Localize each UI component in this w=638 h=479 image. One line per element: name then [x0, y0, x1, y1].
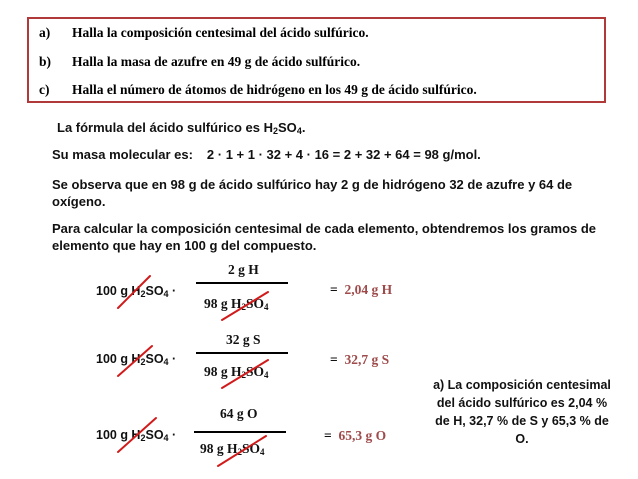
- question-text: Halla el número de átomos de hidrógeno en los 49 g de ácido sulfúrico.: [72, 82, 477, 97]
- formula-sub: 4: [296, 126, 302, 136]
- calc-result: = 2,04 g H: [330, 282, 393, 297]
- calc-left-factor: 100 g $H_2SO_4$ ·: [96, 352, 177, 367]
- formula-mid: SO: [278, 120, 297, 135]
- formula-sub: 2: [273, 126, 279, 136]
- method-paragraph: Para calcular la composición centesimal de cada elemento, obtendremos los gramos de elemento que hay en 100 g del compuesto.: [52, 221, 597, 253]
- fraction-bar: [194, 431, 286, 433]
- question-text: Halla la composición centesimal del ácido sulfúrico.: [72, 25, 369, 40]
- fraction-bar: [196, 352, 288, 354]
- question-a: [39, 25, 369, 41]
- result-value: 65,3 g O: [338, 428, 387, 443]
- question-label: c): [39, 82, 50, 97]
- calc-left-factor: 100 g $H_2SO_4$ ·: [96, 428, 177, 443]
- observation-paragraph: Se observa que en 98 g de ácido sulfúrico hay 2 g de hidrógeno 32 de azufre y 64 de oxígeno.: [52, 177, 573, 209]
- fraction-bar: [196, 282, 288, 284]
- formula-prefix: La fórmula del ácido sulfúrico es H: [57, 120, 273, 135]
- calc-left-factor: 100 g $H_2SO_4$ ·: [96, 284, 177, 299]
- question-label: b): [39, 54, 52, 69]
- calc-result: = 65,3 g O: [324, 428, 387, 443]
- question-b: [39, 54, 360, 70]
- calc-numerator: 32 g S: [226, 332, 261, 347]
- formula-line: [57, 119, 305, 140]
- calc-numerator: 2 g H: [228, 262, 259, 277]
- question-label: a): [39, 25, 51, 40]
- formula-suffix: .: [301, 120, 306, 135]
- question-c: [39, 82, 477, 98]
- result-value: 2,04 g H: [344, 282, 393, 297]
- conclusion-text: a) La composición centesimal del ácido sulfúrico es 2,04 % de H, 32,7 % de S y 65,3 % de O.: [433, 378, 611, 446]
- question-text: Halla la masa de azufre en 49 g de ácido sulfúrico.: [72, 54, 361, 69]
- calc-denominator: 98 g $H_2SO_4$: [200, 441, 265, 457]
- calc-numerator: 64 g O: [220, 406, 258, 421]
- result-value: 32,7 g S: [344, 352, 390, 367]
- calc-denominator: 98 g $H_2SO_4$: [204, 296, 269, 312]
- molar-mass-line: [52, 146, 481, 163]
- calc-denominator: 98 g $H_2SO_4$: [204, 364, 269, 380]
- questions-box: [27, 17, 606, 103]
- calc-result: = 32,7 g S: [330, 352, 390, 367]
- molar-mass-expression: 2 · 1 + 1 · 32 + 4 · 16 = 2 + 32 + 64 = 98 g/mol.: [206, 147, 481, 162]
- molar-mass-label: Su masa molecular es:: [52, 147, 193, 162]
